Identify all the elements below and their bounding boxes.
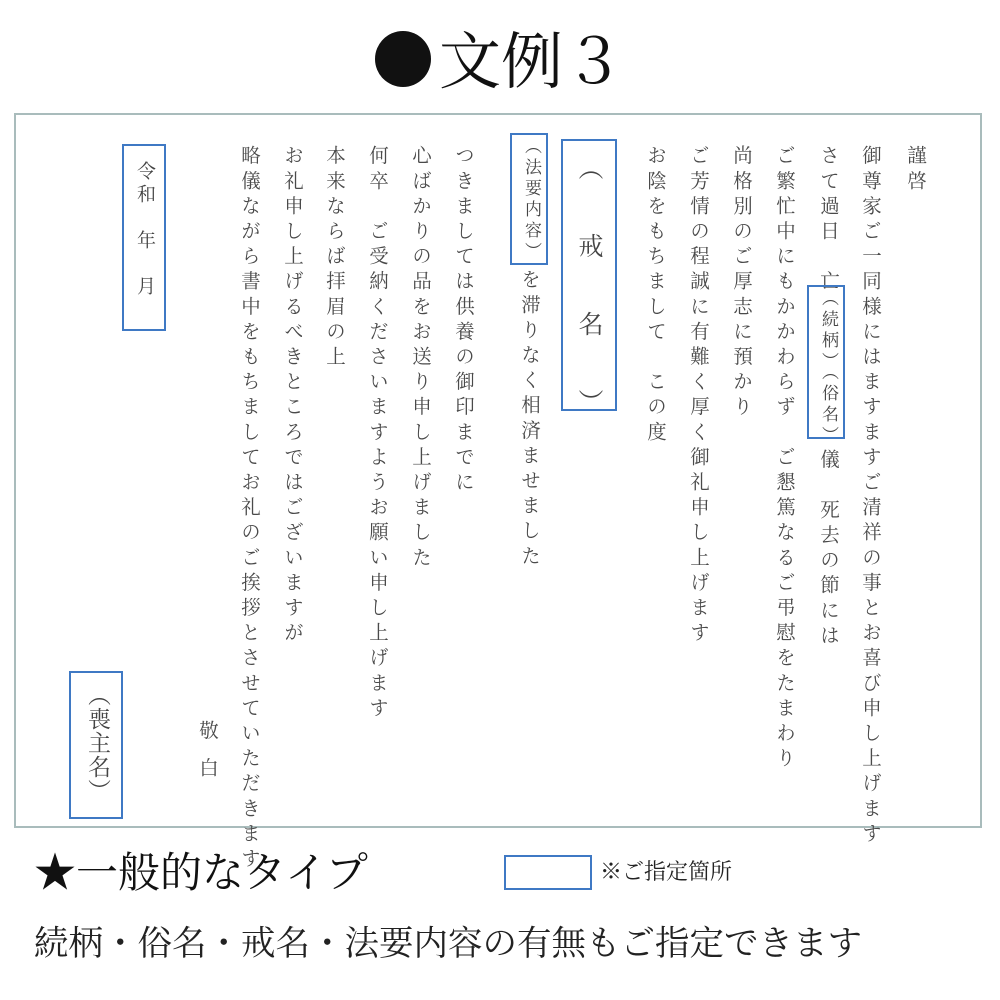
letter-line: 本来ならば拝眉の上: [323, 145, 346, 371]
letter-line: 御尊家ご一同様にはますますご清祥の事とお喜び申し上げます: [859, 145, 882, 848]
letter-line-2-tail: 儀 死去の節には: [817, 449, 840, 650]
kaimyo-field-text: （ 戒 名 ）: [575, 155, 604, 426]
memorial-field-text: （法要内容）: [521, 137, 541, 263]
letter-line: ご芳情の程誠に有難く厚く御礼申し上げます: [687, 145, 710, 647]
legend-note: ※ご指定箇所: [600, 860, 733, 885]
letter-greeting: 謹啓: [904, 145, 927, 196]
letter-line: 心ばかりの品をお送り申し上げました: [409, 145, 432, 572]
letter-line: お礼申し上げるべきところではございますが: [281, 145, 304, 647]
filled-circle-icon: [375, 31, 431, 87]
options-description: 続柄・俗名・戒名・法要内容の有無もご指定できます: [34, 924, 862, 964]
legend-field-swatch: [504, 855, 592, 890]
letter-line: ご繁忙中にもかかわらず ご懇篤なるご弔慰をたまわり: [773, 145, 796, 773]
letter-line: を滞りなく相済ませました: [518, 269, 541, 571]
letter-closing: 敬白: [196, 720, 219, 795]
letter-line: お陰をもちまして この度: [644, 145, 667, 447]
letter-line: 何卒 ご受納くださいますようお願い申し上げます: [366, 145, 389, 723]
name-field-text: （俗名）: [818, 363, 838, 447]
letter-line: つきましては供養の御印までに: [452, 145, 475, 497]
letter-line: 尚格別のご厚志に預かり: [730, 145, 753, 422]
sender-field-text: （喪主名）: [84, 683, 110, 803]
relation-field-text: （続柄）: [818, 289, 838, 373]
date-text: 令和 年 月: [134, 161, 156, 299]
type-heading: ★一般的なタイプ: [34, 848, 368, 897]
page-title: 文例３: [0, 22, 1000, 102]
letter-line: 略儀ながら書中をもちましてお礼のご挨拶とさせていただきます: [238, 145, 261, 873]
letter-line-2-head: さて過日 亡: [817, 145, 840, 296]
